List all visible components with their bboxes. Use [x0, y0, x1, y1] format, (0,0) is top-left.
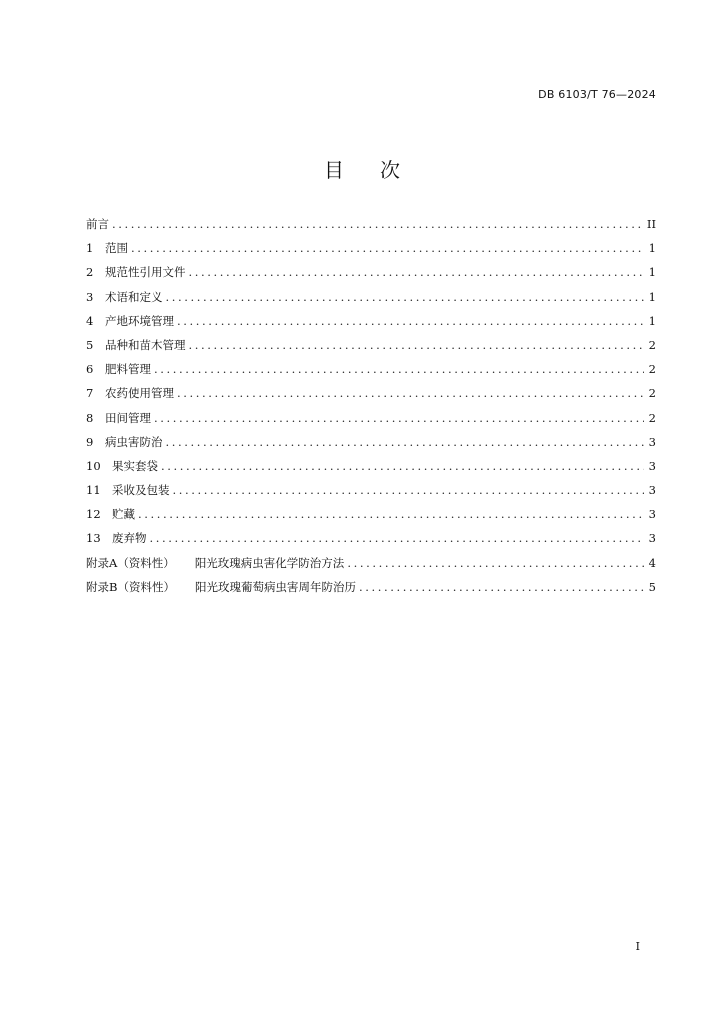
toc-leader-dots	[138, 507, 644, 521]
toc-entry-11[interactable]	[86, 482, 656, 506]
toc-entry-page: 1	[648, 265, 656, 280]
toc-entry-label: 农药使用管理	[105, 386, 174, 401]
toc-entry-4[interactable]	[86, 313, 656, 337]
toc-entry-page: 2	[648, 337, 656, 352]
toc-leader-dots	[166, 435, 645, 449]
toc-appendix-label: 阳光玫瑰葡萄病虫害周年防治历	[194, 579, 356, 594]
toc-entry-12[interactable]	[86, 506, 656, 530]
toc-entry-page: II	[646, 217, 656, 231]
toc-leader-dots	[150, 531, 645, 545]
toc-entry-label: 贮藏	[112, 507, 135, 522]
document-code: DB 6103/T 76—2024	[538, 88, 656, 101]
toc-appendix-page: 4	[648, 555, 656, 570]
toc-entry-page: 2	[648, 410, 656, 425]
toc-leader-dots	[189, 338, 645, 352]
toc-entry-page: 3	[648, 483, 656, 498]
toc-appendix-number: 附录A	[86, 555, 118, 570]
toc-leader-dots	[161, 459, 644, 473]
toc-entry-label: 术语和定义	[105, 289, 163, 304]
toc-entry-6[interactable]	[86, 361, 656, 385]
toc-entry-label: 品种和苗木管理	[105, 337, 186, 352]
toc-entry-label: 果实套袋	[112, 458, 158, 473]
toc-entry-5[interactable]	[86, 337, 656, 361]
toc-entry-8[interactable]	[86, 410, 656, 434]
toc-leader-dots	[177, 386, 644, 400]
toc-leader-dots	[173, 483, 645, 497]
toc-appendix-tag: （资料性）	[117, 579, 175, 594]
toc-entry-label: 肥料管理	[105, 362, 151, 377]
toc-appendix-a[interactable]	[86, 555, 656, 579]
toc-appendix-number: 附录B	[86, 579, 118, 594]
toc-leader-dots	[112, 217, 643, 231]
toc-appendix-page: 5	[648, 579, 656, 594]
toc-entry-page: 3	[648, 458, 656, 473]
toc-entry-7[interactable]	[86, 385, 656, 409]
toc-leader-dots	[131, 241, 644, 255]
toc-title	[0, 154, 724, 183]
toc-entry-foreword[interactable]	[86, 216, 656, 240]
toc-leader-dots	[359, 580, 644, 594]
toc-entry-label: 病虫害防治	[105, 434, 163, 449]
toc-entry-number: 9	[86, 434, 94, 449]
toc-entry-number: 5	[86, 337, 94, 352]
toc-entry-page: 3	[648, 434, 656, 449]
toc-entry-label: 规范性引用文件	[105, 265, 186, 280]
toc-leader-dots	[347, 556, 644, 570]
toc-appendix-tag: （资料性）	[117, 555, 175, 570]
toc-appendix-b[interactable]	[86, 579, 656, 603]
toc-entry-3[interactable]	[86, 289, 656, 313]
toc-entry-page: 2	[648, 362, 656, 377]
toc-leader-dots	[154, 411, 644, 425]
toc-entry-page: 2	[648, 386, 656, 401]
toc-entry-page: 1	[648, 313, 656, 328]
toc-entry-2[interactable]	[86, 264, 656, 288]
toc-entry-number: 6	[86, 362, 94, 377]
toc-entry-label: 废弃物	[112, 531, 147, 546]
toc-leader-dots	[177, 314, 644, 328]
toc-entry-number: 1	[86, 241, 94, 256]
toc-entry-page: 1	[648, 241, 656, 256]
toc-entry-13[interactable]	[86, 530, 656, 554]
toc-entry-label: 采收及包装	[112, 483, 170, 498]
toc-entry-number: 4	[86, 313, 94, 328]
toc-title-right: 次	[380, 158, 400, 182]
toc-list	[86, 216, 656, 603]
toc-title-left: 目	[324, 158, 344, 182]
toc-entry-9[interactable]	[86, 434, 656, 458]
toc-entry-label: 前言	[86, 217, 109, 231]
toc-entry-number: 10	[86, 458, 101, 473]
toc-entry-label: 范围	[105, 241, 128, 256]
toc-leader-dots	[166, 290, 645, 304]
toc-entry-number: 2	[86, 265, 94, 280]
toc-entry-page: 3	[648, 531, 656, 546]
toc-leader-dots	[154, 362, 644, 376]
page-number: I	[635, 940, 640, 953]
toc-entry-number: 3	[86, 289, 94, 304]
toc-entry-page: 1	[648, 289, 656, 304]
toc-entry-number: 11	[86, 483, 101, 498]
toc-entry-label: 产地环境管理	[105, 313, 174, 328]
toc-entry-page: 3	[648, 507, 656, 522]
toc-entry-number: 12	[86, 507, 101, 522]
toc-entry-1[interactable]	[86, 240, 656, 264]
toc-entry-10[interactable]	[86, 458, 656, 482]
toc-entry-label: 田间管理	[105, 410, 151, 425]
toc-entry-number: 7	[86, 386, 94, 401]
toc-leader-dots	[189, 265, 645, 279]
toc-entry-number: 13	[86, 531, 101, 546]
toc-entry-number: 8	[86, 410, 94, 425]
toc-appendix-label: 阳光玫瑰病虫害化学防治方法	[194, 555, 345, 570]
